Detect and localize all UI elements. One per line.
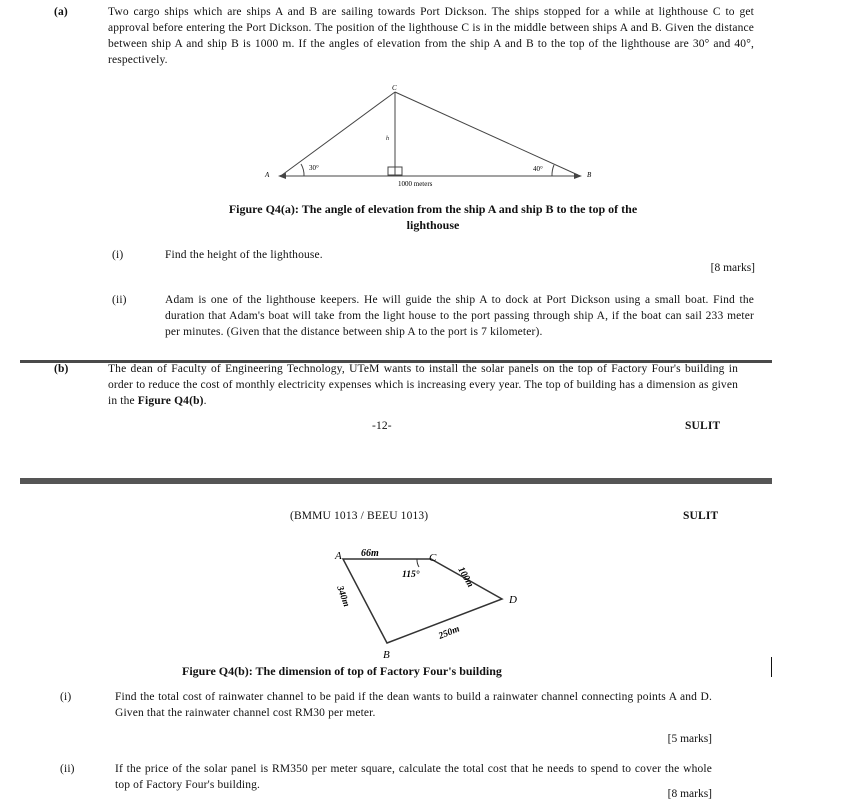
angle-b-label: 40° — [533, 165, 543, 173]
footer-page-number: -12- — [372, 420, 392, 432]
question-a-ii-label: (ii) — [112, 294, 127, 306]
question-b-i-marks: [5 marks] — [667, 733, 712, 745]
footer-sulit: SULIT — [685, 420, 721, 432]
figure-q4a-caption-line2: lighthouse — [406, 218, 460, 232]
length-bd-label: 250m — [437, 624, 462, 642]
course-code-header: (BMMU 1013 / BEEU 1013) — [290, 510, 429, 522]
question-b-ii-text: If the price of the solar panel is RM350 per meter square, calculate the total cost that he needs to spend to cover the whole top of Factory Four's building. — [115, 763, 712, 791]
length-ac-label: 66m — [361, 548, 379, 559]
line-c-to-b — [395, 92, 578, 175]
base-length-label: 1000 meters — [398, 180, 433, 188]
question-a-i-label: (i) — [112, 249, 124, 261]
text-cursor — [771, 657, 772, 677]
question-a-i-text: Find the height of the lighthouse. — [165, 249, 323, 261]
question-b-i-label: (i) — [60, 691, 72, 703]
length-ab-label: 340m — [334, 584, 351, 609]
figure-q4a-diagram — [255, 84, 605, 190]
figure-q4a-caption — [108, 201, 758, 233]
question-a-ii-text: Adam is one of the lighthouse keepers. He will guide the ship A to dock at Port Dickson using a small boat. Find the duration that Adam's boat will take from the light house to the port passing through ship A, if the boat can sail 233 meter per minutes. (Given that the distance between ship A to the port is 7 kilometer). — [165, 294, 754, 338]
section-b-label: (b) — [54, 363, 69, 375]
arrow-right-icon — [574, 173, 582, 179]
point-b-label: B — [587, 171, 592, 179]
fig-b-point-c: C — [429, 552, 437, 564]
angle-arc-b — [552, 165, 554, 176]
point-c-label: C — [392, 84, 397, 92]
section-a-paragraph: Two cargo ships which are ships A and B are sailing towards Port Dickson. The ships stopped for a while at lighthouse C to get approval before entering the Port Dickson. The position of the lighthouse C is in the middle between ships A and B. Given the distance between ship A and ship B is 1000 m. If the angles of elevation from the ship A and B to the top of the lighthouse are 30° and 40°, respectively. — [108, 6, 754, 66]
question-b-ii-label: (ii) — [60, 763, 75, 775]
arrow-left-icon — [278, 173, 286, 179]
section-b-paragraph-end: . — [203, 395, 207, 407]
section-a-label: (a) — [54, 6, 68, 18]
height-label: h — [386, 136, 389, 142]
fig-b-point-a: A — [335, 550, 342, 562]
fig-b-point-b: B — [383, 649, 390, 661]
header-sulit: SULIT — [683, 510, 719, 522]
angle-arc-c — [417, 559, 419, 567]
section-b-paragraph-main: The dean of Faculty of Engineering Technology, UTeM wants to install the solar panels on the top of Factory Four's building in order to reduce the cost of monthly electricity expenses which is increasing every year. The top of building has a dimension as given in the — [108, 363, 738, 407]
figure-q4b-caption: Figure Q4(b): The dimension of top of Factory Four's building — [182, 664, 502, 678]
figure-q4b-diagram — [325, 545, 535, 663]
question-a-i-marks: [8 marks] — [710, 262, 755, 274]
question-b-i-text: Find the total cost of rainwater channel to be paid if the dean wants to build a rainwater channel connecting points A and D. Given that the rainwater channel cost RM30 per meter. — [115, 691, 712, 719]
page-break-bar — [20, 478, 772, 484]
figure-q4a-caption-line1: Figure Q4(a): The angle of elevation from the ship A and ship B to the top of the — [228, 202, 638, 216]
building-top-outline — [343, 559, 502, 643]
length-cd-label: 100m — [455, 565, 475, 590]
angle-arc-a — [301, 164, 304, 176]
angle-a-label: 30° — [309, 164, 319, 172]
point-a-label: A — [265, 171, 270, 179]
question-b-ii-marks: [8 marks] — [667, 788, 712, 800]
section-b-paragraph — [108, 361, 738, 409]
angle-c-label: 115° — [402, 570, 420, 580]
section-b-figure-ref: Figure Q4(b) — [137, 395, 204, 407]
fig-b-point-d: D — [509, 594, 517, 606]
line-a-to-c — [282, 92, 395, 175]
